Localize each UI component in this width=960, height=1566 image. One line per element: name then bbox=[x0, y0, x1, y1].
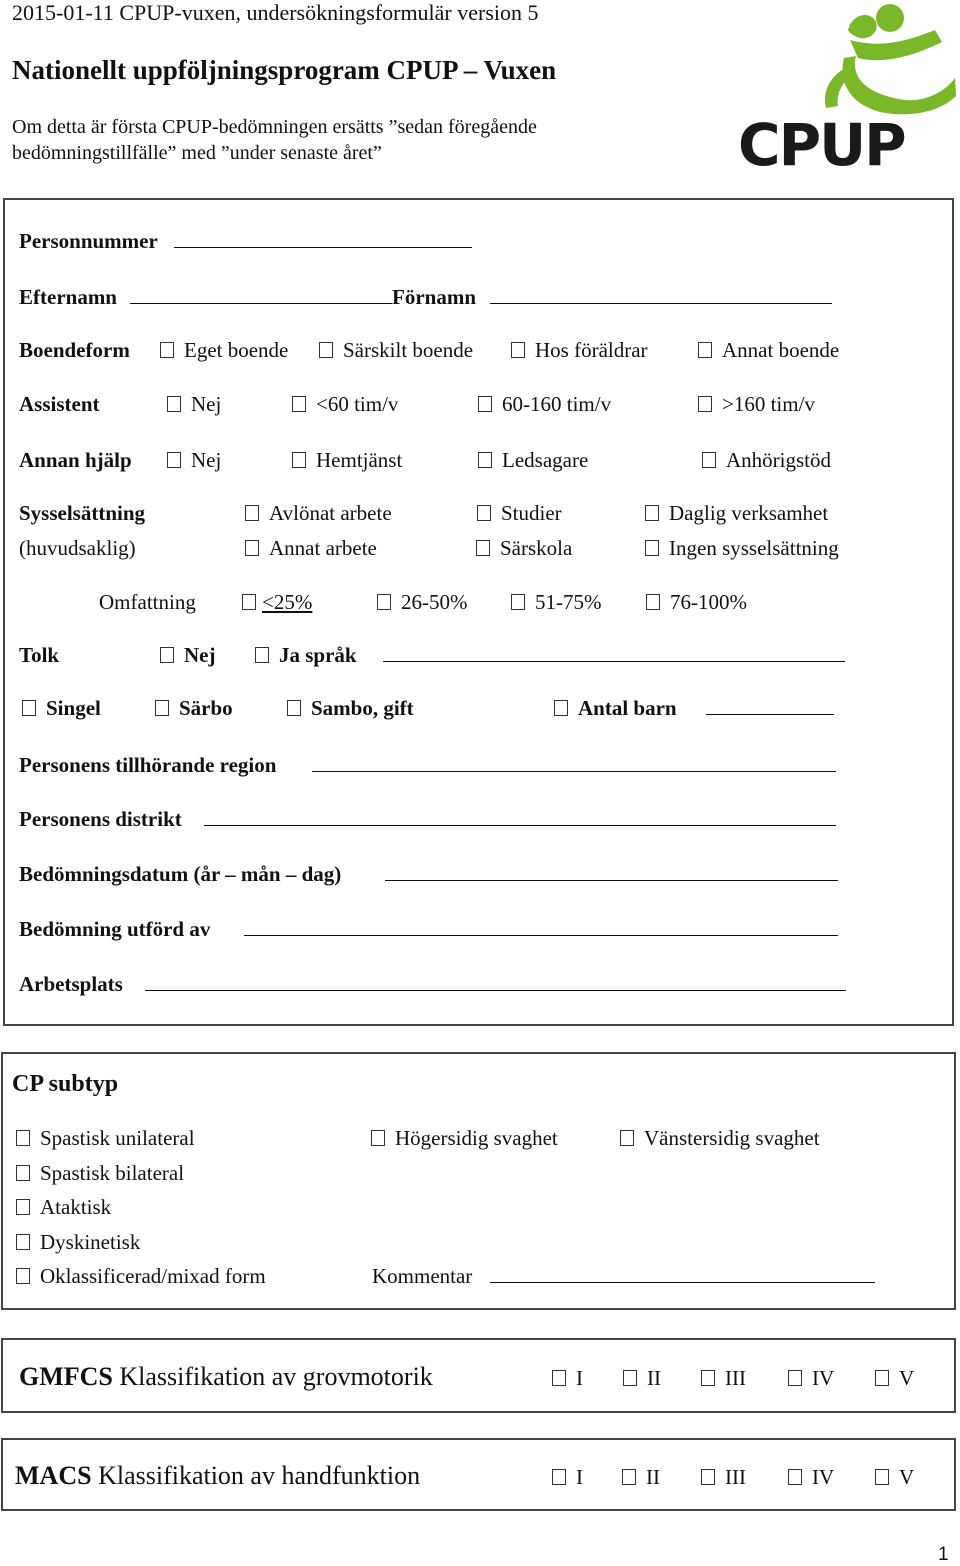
personnummer-label: Personnummer bbox=[19, 229, 158, 253]
checkbox[interactable] bbox=[245, 540, 259, 556]
checkbox[interactable] bbox=[552, 1469, 566, 1485]
checkbox[interactable] bbox=[698, 342, 712, 358]
arbetsplats-label: Arbetsplats bbox=[19, 972, 123, 996]
checkbox[interactable] bbox=[623, 1370, 637, 1386]
annan-hjalp-label: Annan hjälp bbox=[19, 448, 132, 472]
gmfcs-level[interactable]: II bbox=[623, 1366, 661, 1390]
page-title: Nationellt uppföljningsprogram CPUP – Vuxen bbox=[12, 55, 557, 85]
macs-level[interactable]: III bbox=[701, 1465, 746, 1489]
checkbox[interactable] bbox=[554, 700, 568, 716]
logo-text: CPUP bbox=[738, 111, 905, 179]
cp-type-option[interactable]: Spastisk unilateral bbox=[16, 1126, 195, 1150]
checkbox[interactable] bbox=[245, 505, 259, 521]
checkbox[interactable] bbox=[646, 594, 660, 610]
distrikt-label: Personens distrikt bbox=[19, 807, 182, 831]
checkbox[interactable] bbox=[167, 452, 181, 468]
boendeform-label: Boendeform bbox=[19, 338, 130, 362]
checkbox[interactable] bbox=[702, 452, 716, 468]
checkbox[interactable] bbox=[698, 396, 712, 412]
checkbox[interactable] bbox=[155, 700, 169, 716]
annan-hjalp-option[interactable]: Hemtjänst bbox=[292, 448, 402, 472]
checkbox[interactable] bbox=[622, 1469, 636, 1485]
cp-type-option[interactable]: Oklassificerad/mixad form bbox=[16, 1264, 266, 1288]
sysselsattning-sublabel: (huvudsaklig) bbox=[19, 536, 136, 560]
checkbox[interactable] bbox=[16, 1165, 30, 1181]
checkbox[interactable] bbox=[255, 647, 269, 663]
cpup-logo bbox=[730, 0, 958, 180]
checkbox[interactable] bbox=[511, 594, 525, 610]
macs-title: MACS Klassifikation av handfunktion bbox=[15, 1461, 421, 1490]
checkbox[interactable] bbox=[377, 594, 391, 610]
checkbox[interactable] bbox=[788, 1469, 802, 1485]
checkbox[interactable] bbox=[645, 505, 659, 521]
checkbox[interactable] bbox=[160, 647, 174, 663]
gmfcs-level[interactable]: I bbox=[552, 1366, 583, 1390]
annan-hjalp-option[interactable]: Ledsagare bbox=[478, 448, 588, 472]
tolk-label: Tolk bbox=[19, 643, 60, 667]
personnummer-field[interactable] bbox=[174, 247, 472, 248]
checkbox[interactable] bbox=[160, 342, 174, 358]
assistent-label: Assistent bbox=[19, 392, 100, 416]
header-note-line1: Om detta är första CPUP-bedömningen ersätts ”sedan föregående bbox=[12, 116, 537, 138]
sysselsattning-option[interactable]: Särskola bbox=[476, 536, 572, 560]
cp-subtyp-title: CP subtyp bbox=[12, 1071, 119, 1097]
assistent-option[interactable]: >160 tim/v bbox=[698, 392, 815, 416]
boendeform-option[interactable]: Eget boende bbox=[160, 338, 288, 362]
efternamn-field[interactable] bbox=[130, 303, 392, 304]
sysselsattning-option[interactable]: Daglig verksamhet bbox=[645, 501, 828, 525]
checkbox[interactable] bbox=[552, 1370, 566, 1386]
checkbox[interactable] bbox=[478, 396, 492, 412]
macs-level[interactable]: IV bbox=[788, 1465, 834, 1489]
assistent-option[interactable]: Nej bbox=[167, 392, 221, 416]
checkbox[interactable] bbox=[511, 342, 525, 358]
checkbox[interactable] bbox=[16, 1130, 30, 1146]
checkbox[interactable] bbox=[875, 1469, 889, 1485]
gmfcs-level[interactable]: V bbox=[875, 1366, 914, 1390]
boendeform-option[interactable]: Annat boende bbox=[698, 338, 839, 362]
checkbox[interactable] bbox=[16, 1234, 30, 1250]
checkbox[interactable] bbox=[167, 396, 181, 412]
cp-type-option[interactable]: Spastisk bilateral bbox=[16, 1161, 184, 1185]
macs-level[interactable]: V bbox=[875, 1465, 914, 1489]
checkbox[interactable] bbox=[242, 594, 256, 610]
boendeform-option[interactable]: Hos föräldrar bbox=[511, 338, 648, 362]
antal-barn-option[interactable]: Antal barn bbox=[554, 696, 677, 720]
checkbox[interactable] bbox=[875, 1370, 889, 1386]
tolk-nej-option[interactable]: Nej bbox=[160, 643, 215, 667]
region-field[interactable] bbox=[312, 771, 836, 772]
checkbox[interactable] bbox=[477, 505, 491, 521]
header-date-version: 2015-01-11 CPUP-vuxen, undersökningsformulär version 5 bbox=[12, 0, 539, 25]
checkbox[interactable] bbox=[319, 342, 333, 358]
checkbox[interactable] bbox=[292, 396, 306, 412]
checkbox[interactable] bbox=[788, 1370, 802, 1386]
boendeform-option[interactable]: Särskilt boende bbox=[319, 338, 473, 362]
sysselsattning-option[interactable]: Annat arbete bbox=[245, 536, 377, 560]
checkbox[interactable] bbox=[371, 1130, 385, 1146]
macs-level[interactable]: I bbox=[552, 1465, 583, 1489]
gmfcs-level[interactable]: III bbox=[701, 1366, 746, 1390]
checkbox[interactable] bbox=[701, 1469, 715, 1485]
tolk-sprak-field[interactable] bbox=[383, 661, 845, 662]
fornamn-field[interactable] bbox=[490, 303, 832, 304]
sysselsattning-label: Sysselsättning bbox=[19, 501, 146, 525]
annan-hjalp-option[interactable]: Anhörigstöd bbox=[702, 448, 831, 472]
checkbox[interactable] bbox=[16, 1268, 30, 1284]
kommentar-label: Kommentar bbox=[372, 1264, 473, 1288]
omfattning-option[interactable]: 26-50% bbox=[377, 590, 468, 614]
assistent-option[interactable]: 60-160 tim/v bbox=[478, 392, 611, 416]
utford-av-field[interactable] bbox=[244, 935, 838, 936]
side-option[interactable]: Högersidig svaghet bbox=[371, 1126, 558, 1150]
sysselsattning-option[interactable]: Avlönat arbete bbox=[245, 501, 392, 525]
tolk-ja-option[interactable]: Ja språk bbox=[255, 643, 357, 667]
distrikt-field[interactable] bbox=[204, 825, 836, 826]
cp-type-option[interactable]: Dyskinetisk bbox=[16, 1230, 140, 1254]
checkbox[interactable] bbox=[476, 540, 490, 556]
checkbox[interactable] bbox=[701, 1370, 715, 1386]
omfattning-label: Omfattning bbox=[99, 590, 196, 614]
gmfcs-level[interactable]: IV bbox=[788, 1366, 834, 1390]
civil-option[interactable]: Sambo, gift bbox=[287, 696, 414, 720]
page-number: 1 bbox=[938, 1544, 949, 1565]
antal-barn-field[interactable] bbox=[706, 714, 834, 715]
checkbox[interactable] bbox=[645, 540, 659, 556]
side-option[interactable]: Vänstersidig svaghet bbox=[620, 1126, 820, 1150]
omfattning-option[interactable]: 51-75% bbox=[511, 590, 602, 614]
kommentar-field[interactable] bbox=[490, 1282, 875, 1283]
arbetsplats-field[interactable] bbox=[145, 990, 846, 991]
region-label: Personens tillhörande region bbox=[19, 753, 277, 777]
checkbox[interactable] bbox=[478, 452, 492, 468]
civil-option[interactable]: Särbo bbox=[155, 696, 233, 720]
header-note-line2: bedömningstillfälle” med ”under senaste året” bbox=[12, 142, 382, 164]
civil-option[interactable]: Singel bbox=[22, 696, 101, 720]
omfattning-option[interactable]: <25% bbox=[242, 590, 312, 614]
omfattning-option[interactable]: 76-100% bbox=[646, 590, 747, 614]
gmfcs-title: GMFCS Klassifikation av grovmotorik bbox=[19, 1362, 433, 1391]
sysselsattning-option[interactable]: Studier bbox=[477, 501, 562, 525]
checkbox[interactable] bbox=[16, 1199, 30, 1215]
datum-label: Bedömningsdatum (år – mån – dag) bbox=[19, 862, 342, 886]
checkbox[interactable] bbox=[620, 1130, 634, 1146]
sysselsattning-option[interactable]: Ingen sysselsättning bbox=[645, 536, 839, 560]
efternamn-label: Efternamn bbox=[19, 285, 117, 309]
utford-av-label: Bedömning utförd av bbox=[19, 917, 211, 941]
cp-type-option[interactable]: Ataktisk bbox=[16, 1195, 111, 1219]
macs-level[interactable]: II bbox=[622, 1465, 660, 1489]
checkbox[interactable] bbox=[22, 700, 36, 716]
annan-hjalp-option[interactable]: Nej bbox=[167, 448, 221, 472]
assistent-option[interactable]: <60 tim/v bbox=[292, 392, 398, 416]
checkbox[interactable] bbox=[292, 452, 306, 468]
checkbox[interactable] bbox=[287, 700, 301, 716]
datum-field[interactable] bbox=[385, 880, 838, 881]
fornamn-label: Förnamn bbox=[392, 285, 476, 309]
